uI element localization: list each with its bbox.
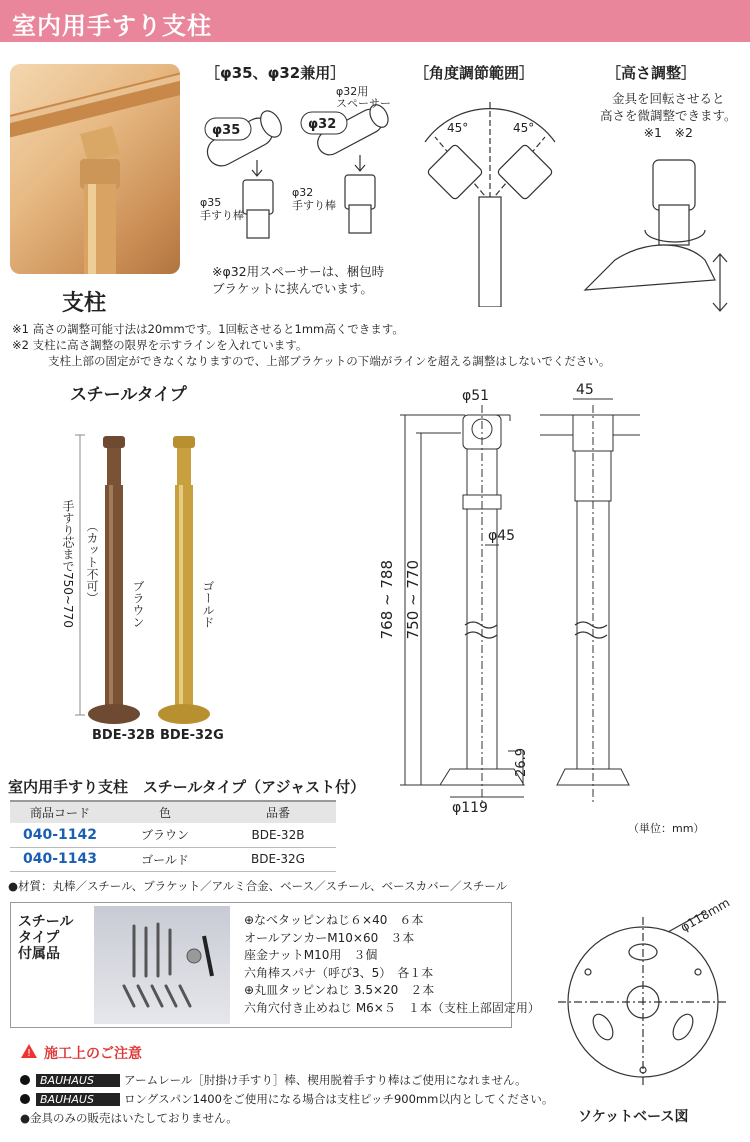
table-row <box>10 847 336 871</box>
warning-icon <box>20 1043 38 1063</box>
header-bar <box>0 0 750 42</box>
height-title: ［高さ調整］ <box>606 64 697 82</box>
phi32-rail-label: φ32 手すり棒 <box>292 186 336 212</box>
warning-item: BAUHAUS アームレール［肘掛け手すり］棒、楔用脱着手すり棒はご使用になれません。 <box>20 1072 560 1091</box>
spec-table <box>10 800 336 872</box>
dim-top: φ51 <box>462 388 490 404</box>
warning-list <box>20 1072 560 1129</box>
accessories-list <box>244 912 540 1017</box>
angle-right-label: 45° <box>513 121 535 135</box>
table-title: 室内用手すり支柱 スチールタイプ（アジャスト付） <box>8 778 366 796</box>
table-row <box>10 823 336 847</box>
material-note: ●材質：丸棒／スチール、ブラケット／アルミ合金、ベース／スチール、ベースカバー／スチール <box>8 879 508 893</box>
dim-base-height: 26.9 <box>514 748 529 777</box>
dim-side-top: 45 <box>576 382 594 398</box>
color-cell: ゴールド <box>110 847 220 871</box>
steel-type-title: スチールタイプ <box>70 385 187 405</box>
phi35-label: φ35 <box>212 123 241 138</box>
socket-base-diagram <box>548 912 738 1092</box>
model-g-label: BDE-32G <box>160 728 224 743</box>
post-photo <box>10 64 180 274</box>
size-title: ［φ35、φ32兼用］ <box>205 64 346 82</box>
socket-dim: φ118mm <box>678 895 733 935</box>
product-code: 040-1143 <box>10 847 110 871</box>
dim-pipe: φ45 <box>488 528 516 544</box>
list-item: 六角穴付き止めねじ M6×５ １本（支柱上部固定用） <box>244 1000 540 1015</box>
height-adjust-diagram <box>575 150 745 315</box>
brand-badge: BAUHAUS <box>36 1093 120 1106</box>
rail-height-label: 手すり芯まで750~770 <box>61 500 75 628</box>
cut-note: （カット不可） <box>85 520 99 604</box>
product-code: 040-1142 <box>10 823 110 847</box>
angle-title: ［角度調節範囲］ <box>414 64 535 82</box>
accessories-photo <box>94 906 230 1024</box>
note-1: ※1 高さの調整可能寸法は20mmです。1回転させると1mm高くできます。 <box>12 322 404 336</box>
accessories-label: スチール タイプ 付属品 <box>18 914 74 962</box>
socket-caption: ソケットベース図 <box>578 1109 689 1125</box>
photo-caption: 支柱 <box>62 291 107 316</box>
warning-item: BAUHAUS ロングスパン1400をご使用になる場合は支柱ピッチ900mm以内としてください。 <box>20 1091 560 1110</box>
color-cell: ブラウン <box>110 823 220 847</box>
note-3: 支柱上部の固定ができなくなりますので、上部ブラケットの下端がラインを超える調整はしないでください。 <box>48 354 611 368</box>
phi35-rail-label: φ35 手すり棒 <box>200 196 244 222</box>
warning-item: ●金具のみの販売はいたしておりません。 <box>20 1111 238 1125</box>
phi32-spacer-label: φ32用 スペーサー <box>336 85 391 110</box>
note-2: ※2 支柱に高さ調整の限界を示すラインを入れています。 <box>12 338 308 352</box>
list-item: オールアンカーM10×60 ３本 <box>244 930 415 945</box>
header-model: 品番 <box>220 801 336 823</box>
angle-left-label: 45° <box>447 121 469 135</box>
unit-label: （単位：mm） <box>628 822 705 835</box>
list-item: 座金ナットM10用 ３個 <box>244 948 378 962</box>
dim-base: φ119 <box>452 800 488 816</box>
angle-diagram <box>405 82 575 307</box>
dim-rail: 750 ~ 770 <box>404 560 422 640</box>
brand-badge: BAUHAUS <box>36 1074 120 1087</box>
phi32-label: φ32 <box>308 117 337 132</box>
model-b-label: BDE-32B <box>92 728 155 743</box>
svg-text:!: ! <box>27 1048 32 1059</box>
dim-total: 768 ~ 788 <box>378 560 396 640</box>
list-item: ⊕なべタッピンねじ６×40 ６本 <box>244 913 424 927</box>
header-code: 商品コード <box>10 801 110 823</box>
list-item: 六角棒スパナ（呼び3、5） 各１本 <box>244 965 434 980</box>
page-title: 室内用手すり支柱 <box>12 12 212 40</box>
brown-label: ブラウン <box>131 580 145 628</box>
model-cell: BDE-32B <box>220 823 336 847</box>
list-item: ⊕丸皿タッピンねじ 3.5×20 ２本 <box>244 983 435 997</box>
height-text: 金具を回転させると 高さを微調整できます。 ※1 ※2 <box>600 91 737 140</box>
spacer-note: ※φ32用スペーサーは、梱包時 ブラケットに挟んでいます。 <box>212 264 385 296</box>
warning-title: 施工上のご注意 <box>44 1046 142 1062</box>
header-color: 色 <box>110 801 220 823</box>
gold-label: ゴールド <box>201 580 215 628</box>
model-cell: BDE-32G <box>220 847 336 871</box>
